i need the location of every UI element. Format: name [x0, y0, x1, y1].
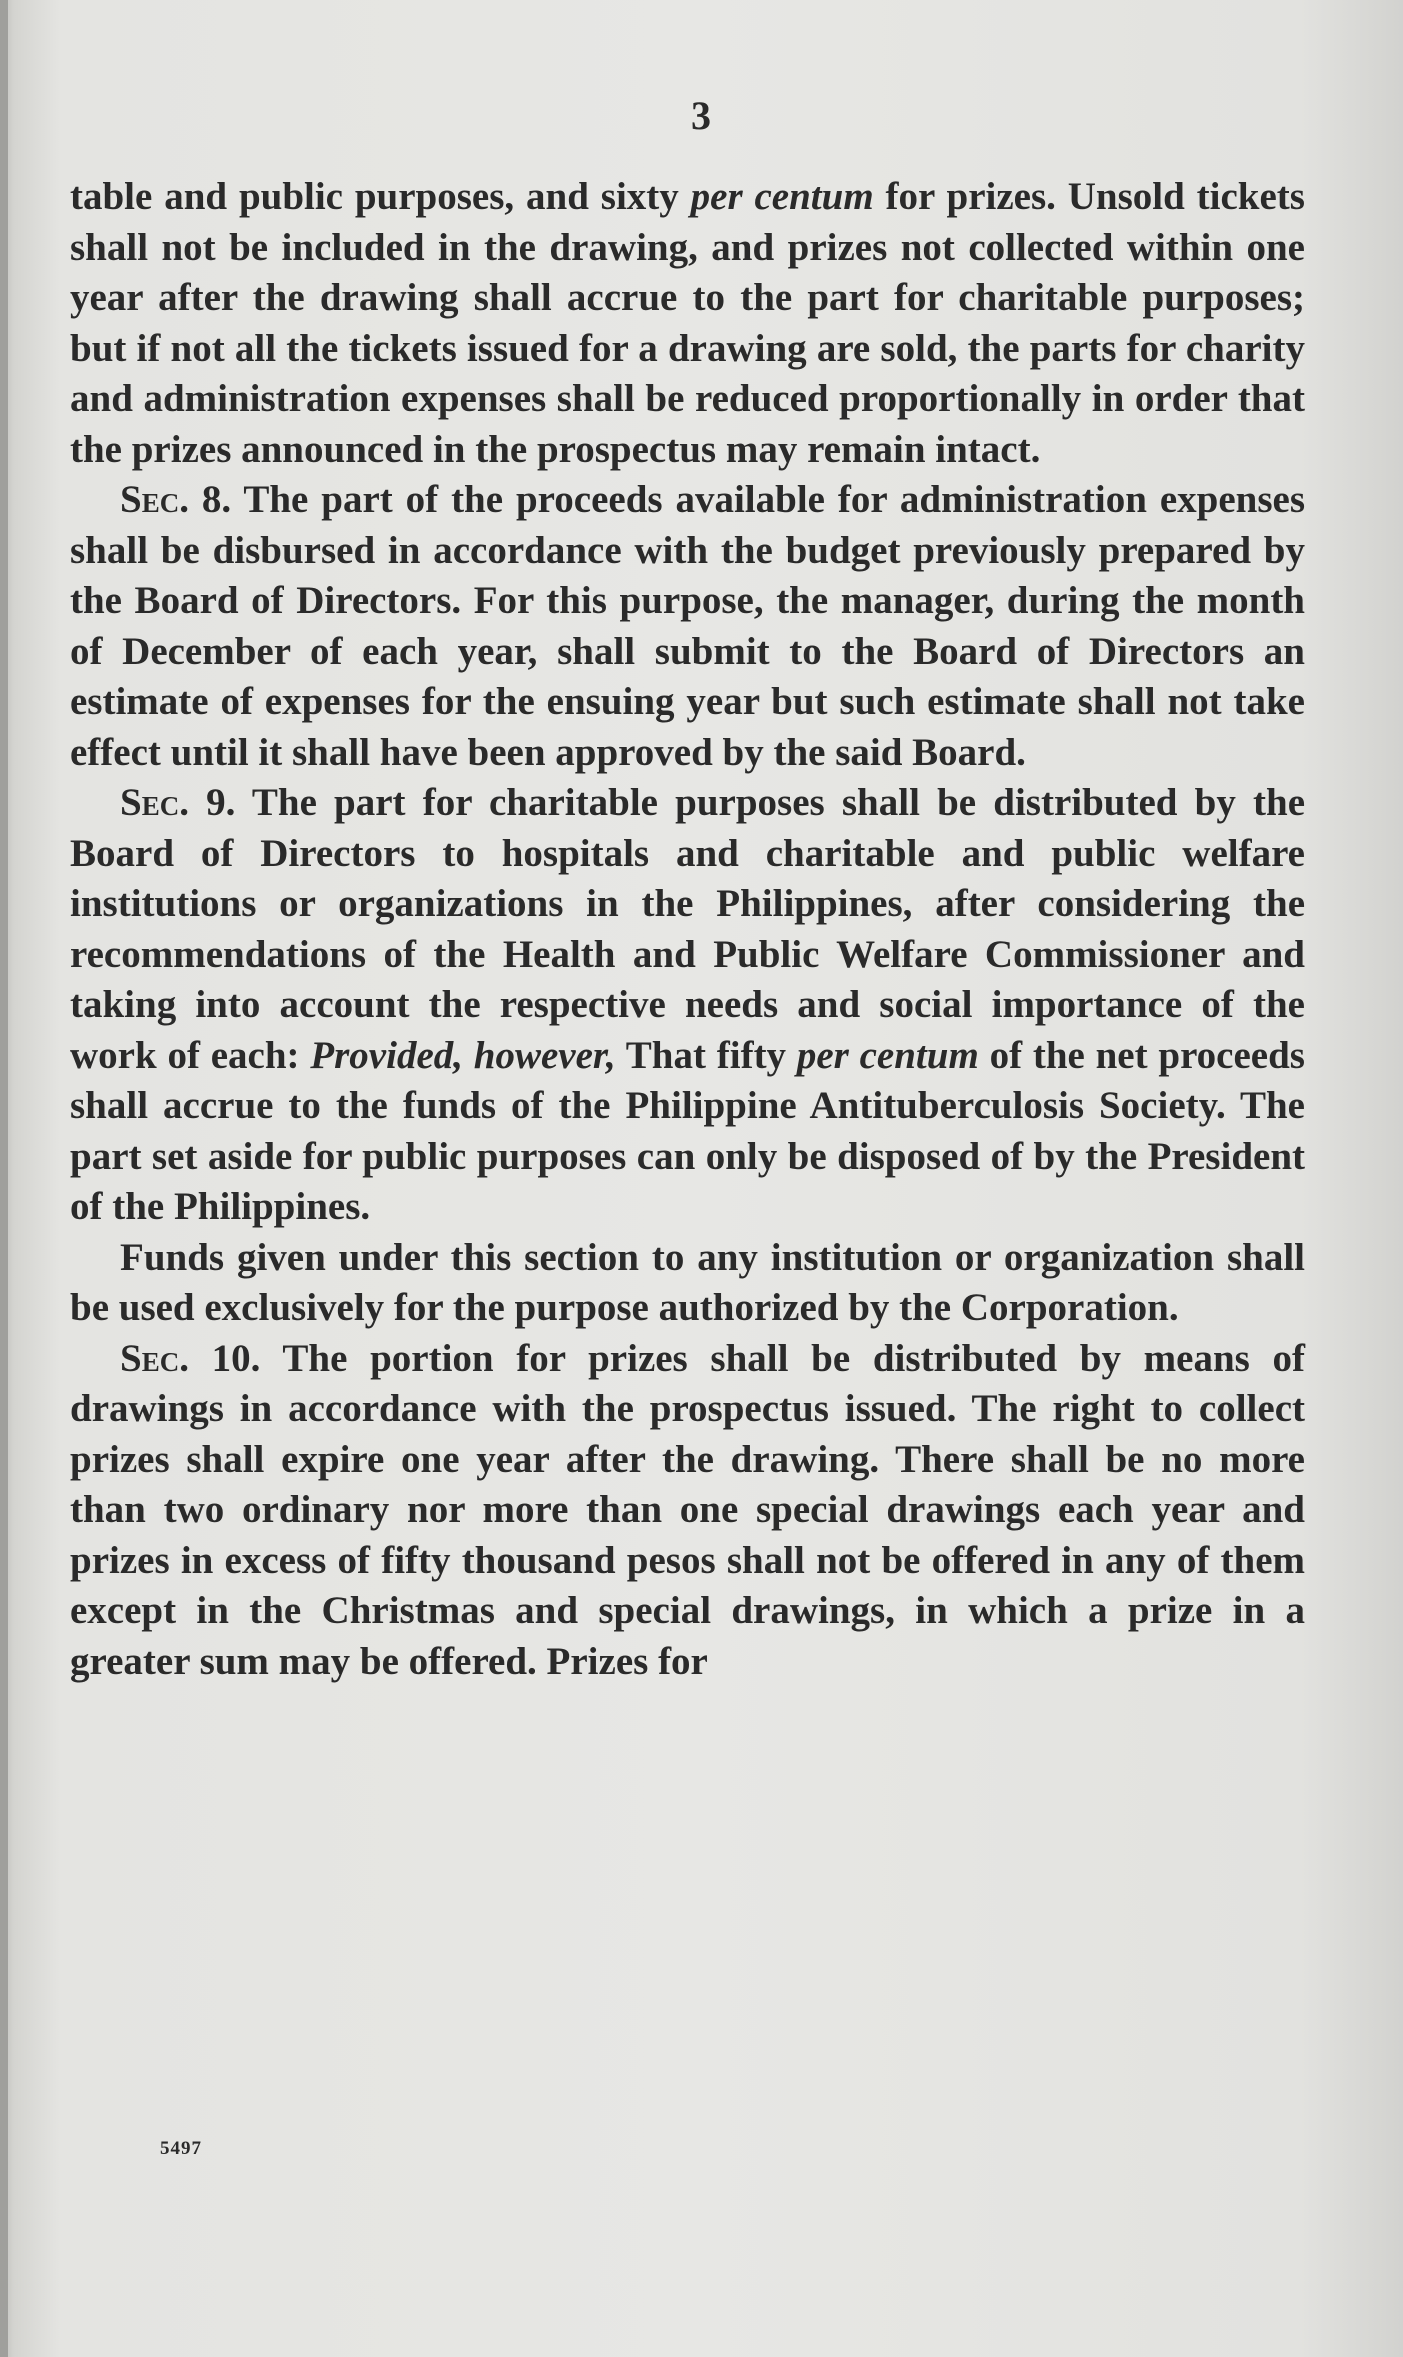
funds-text: Funds given under this section to any institution or organization shall be used exclusively for the purpose authorized by the Corporation.: [70, 1235, 1305, 1329]
section-9-text-a: The part for charitable purposes shall be distributed by the Board of Directors to hospitals and charitable and public welfare institutions or organizations in the Philippines, after considering the recommendations of the Health and Public Welfare Commissioner and taking into account the respective needs and social importance of the work of each:: [70, 781, 1305, 1077]
paragraph-1-italic: per centum: [690, 175, 874, 218]
body-text: [70, 172, 1305, 1687]
section-9-italic-proviso: Provided, however,: [310, 1033, 616, 1077]
section-9-text-c: of the net proceeds shall accrue to the funds of the Philippine Antituberculosis Society. The part set aside for public purposes can only be disposed of by the President of the Philippines.: [70, 1033, 1305, 1228]
section-9-italic-per-centum: per centum: [796, 1033, 979, 1077]
page-binding-edge: [0, 0, 8, 2357]
paragraph-continuation: [70, 172, 1305, 475]
section-8-text: The part of the proceeds available for administration expenses shall be disbursed in accordance with the budget previously prepared by the Board of Directors. For this purpose, the manager, during the month of December of each year, shall submit to the Board of Directors an estimate of expenses for the ensuing year but such estimate shall not take effect until it shall have been approved by the said Board.: [70, 478, 1306, 774]
section-10-text: The portion for prizes shall be distributed by means of drawings in accordance with the prospectus issued. The right to collect prizes shall expire one year after the drawing. There shall be no more than two ordinary nor more than one special drawings each year and prizes in excess of fifty thousand pesos shall not be offered in any of them except in the Christmas and special drawings, in which a prize in a greater sum may be offered. Prizes for: [70, 1336, 1305, 1683]
funds-paragraph: [70, 1233, 1305, 1334]
section-9-label: Sec. 9.: [120, 781, 236, 824]
section-8-label: Sec. 8.: [120, 478, 232, 521]
section-9-paragraph: [70, 778, 1305, 1233]
paragraph-1-text-b: for prizes. Unsold tickets shall not be included in the drawing, and prizes not collected within one year after the drawing shall accrue to the part for charitable purposes; but if not all the tickets issued for a drawing are sold, the parts for charity and administration expenses shall be reduced proportionally in order that the prizes announced in the prospectus may remain intact.: [70, 175, 1305, 471]
paragraph-1-text-a: table and public purposes, and sixty: [70, 175, 691, 218]
section-10-paragraph: [70, 1334, 1305, 1688]
section-10-label: Sec. 10.: [120, 1336, 261, 1380]
printer-code: 5497: [160, 2138, 202, 2159]
section-8-paragraph: [70, 475, 1305, 778]
page-number: 3: [691, 93, 712, 138]
section-9-text-b: That fifty: [615, 1033, 797, 1077]
